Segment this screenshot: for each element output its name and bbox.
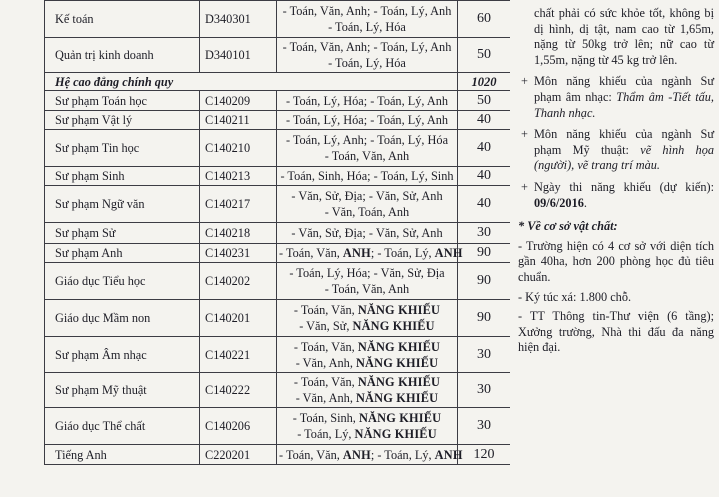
table-row xyxy=(45,408,511,445)
facility-item: - Ký túc xá: 1.800 chỗ. xyxy=(518,289,632,304)
subject-combinations xyxy=(277,130,458,167)
program-quota: 90 xyxy=(458,263,511,300)
table-row xyxy=(45,373,511,408)
program-code: C140213 xyxy=(200,167,277,186)
plus-mark: + xyxy=(521,179,528,194)
program-quota: 40 xyxy=(458,130,511,167)
table-row xyxy=(45,111,511,130)
program-code: C140201 xyxy=(200,300,277,337)
table-row xyxy=(45,186,511,223)
facility-item: - TT Thông tin-Thư viện (6 tầng); Xưởng trường, Nhà thi đấu đa năng hiện đại. xyxy=(518,309,714,355)
program-name: Quản trị kinh doanh xyxy=(45,38,200,73)
program-quota: 50 xyxy=(458,38,511,73)
table-subheader-row xyxy=(45,73,511,91)
subject-combinations xyxy=(277,373,458,408)
table-row xyxy=(45,263,511,300)
table-row xyxy=(45,300,511,337)
subject-combination-line: - Toán, Văn, NĂNG KHIẾU xyxy=(293,339,441,354)
program-code: C140231 xyxy=(200,244,277,263)
subject-combination-line: - Toán, Văn, Anh; - Toán, Lý, Anh xyxy=(282,4,452,18)
program-code: C140211 xyxy=(200,111,277,130)
program-quota: 30 xyxy=(458,223,511,244)
program-quota: 50 xyxy=(458,91,511,111)
subject-combination-line: - Toán, Lý, Hóa; - Toán, Lý, Anh xyxy=(285,93,449,108)
subject-combinations xyxy=(277,38,458,73)
program-name: Sư phạm Toán học xyxy=(45,91,200,111)
subject-combination-line: - Văn, Toán, Anh xyxy=(324,205,410,219)
subject-combinations xyxy=(277,244,463,263)
subject-combination-line: - Toán, Văn, ANH; - Toán, Lý, ANH xyxy=(279,447,463,462)
subject-combinations xyxy=(277,111,458,130)
program-code: C140222 xyxy=(200,373,277,408)
plus-mark: + xyxy=(521,127,528,142)
table-row xyxy=(45,223,511,244)
program-code: D340101 xyxy=(200,38,277,73)
subject-combinations xyxy=(277,167,458,186)
subject-combination-line: - Toán, Lý, Anh; - Toán, Lý, Hóa xyxy=(285,133,449,147)
subject-combinations xyxy=(277,91,458,111)
program-quota: 60 xyxy=(458,1,511,38)
subject-combinations xyxy=(277,300,458,337)
program-code: C140217 xyxy=(200,186,277,223)
program-name: Giáo dục Mầm non xyxy=(45,300,200,337)
subject-combination-line: - Toán, Lý, Hóa xyxy=(328,20,406,34)
program-code: C140221 xyxy=(200,337,277,373)
plus-mark: + xyxy=(521,74,528,89)
program-quota: 90 xyxy=(458,244,511,263)
exam-date-note: + Ngày thi năng khiếu (dự kiến): 09/6/2016. xyxy=(521,179,714,210)
subject-combination-line: - Toán, Văn, Anh xyxy=(324,149,410,163)
admission-table-body xyxy=(45,1,511,465)
subject-combinations xyxy=(277,337,458,373)
program-name: Sư phạm Vật lý xyxy=(45,111,200,130)
subject-combination-line: - Toán, Văn, Anh xyxy=(324,282,410,296)
program-name: Sư phạm Mỹ thuật xyxy=(45,373,200,408)
table-row xyxy=(45,244,511,263)
program-name: Sư phạm Tin học xyxy=(45,130,200,167)
program-name: Sư phạm Ngữ văn xyxy=(45,186,200,223)
program-quota: 30 xyxy=(458,373,511,408)
subject-combination-line: - Văn, Anh, NĂNG KHIẾU xyxy=(295,391,439,405)
program-quota: 30 xyxy=(458,408,511,445)
subject-combination-line: - Văn, Sử, Địa; - Văn, Sử, Anh xyxy=(291,226,443,240)
program-code: C220201 xyxy=(200,445,277,465)
subject-combination-line: - Toán, Lý, Hóa; - Toán, Lý, Anh xyxy=(285,113,449,127)
art-aptitude-note: + Môn năng khiếu của ngành Sư phạm Mỹ thuật: vẽ hình họa (người), vẽ trang trí màu. xyxy=(521,127,714,173)
subject-combinations xyxy=(277,223,458,244)
table-row xyxy=(45,130,511,167)
program-quota: 30 xyxy=(458,337,511,373)
subject-combinations xyxy=(277,445,463,465)
subject-combinations xyxy=(277,1,458,38)
program-name: Giáo dục Thể chất xyxy=(45,408,200,445)
subject-combination-line: - Toán, Lý, NĂNG KHIẾU xyxy=(297,427,437,441)
program-name: Sư phạm Sử xyxy=(45,223,200,244)
facilities-heading: * Về cơ sở vật chất: xyxy=(518,219,618,234)
subject-combination-line: - Văn, Anh, NĂNG KHIẾU xyxy=(295,355,439,370)
subject-combination-line: - Toán, Văn, NĂNG KHIẾU xyxy=(293,303,441,317)
subject-combinations xyxy=(277,263,458,300)
program-code: C140206 xyxy=(200,408,277,445)
subject-combination-line: - Toán, Văn, NĂNG KHIẾU xyxy=(293,375,441,389)
table-row xyxy=(45,91,511,111)
subject-combinations xyxy=(277,408,458,445)
notes-column xyxy=(512,0,714,356)
program-code: C140202 xyxy=(200,263,277,300)
program-quota: 40 xyxy=(458,167,511,186)
subject-combination-line: - Toán, Sinh, NĂNG KHIẾU xyxy=(292,411,442,425)
subject-combination-line: - Toán, Lý, Hóa; - Văn, Sử, Địa xyxy=(289,266,445,280)
program-name: Kế toán xyxy=(45,1,200,38)
program-quota: 40 xyxy=(458,186,511,223)
subject-combination-line: - Toán, Văn, Anh; - Toán, Lý, Anh xyxy=(282,40,452,54)
program-name: Sư phạm Âm nhạc xyxy=(45,337,200,373)
table-row xyxy=(45,38,511,73)
music-aptitude-note: + Môn năng khiếu của ngành Sư phạm âm nhạc: Thẩm âm -Tiết tấu, Thanh nhạc. xyxy=(521,74,714,120)
table-row xyxy=(45,445,511,465)
subheader-label: Hệ cao đẳng chính quy xyxy=(45,73,458,91)
table-row xyxy=(45,1,511,38)
program-code: C140218 xyxy=(200,223,277,244)
admission-table xyxy=(44,0,510,465)
program-name: Sư phạm Anh xyxy=(45,244,200,263)
table-row xyxy=(45,337,511,373)
subheader-quota: 1020 xyxy=(458,73,511,91)
program-name: Giáo dục Tiểu học xyxy=(45,263,200,300)
program-name: Tiếng Anh xyxy=(45,445,200,465)
subject-combination-line: - Văn, Sử, Địa; - Văn, Sử, Anh xyxy=(291,189,443,203)
admission-table-container xyxy=(44,0,510,497)
subject-combination-line: - Toán, Văn, ANH; - Toán, Lý, ANH xyxy=(279,246,463,260)
program-code: D340301 xyxy=(200,1,277,38)
program-quota: 90 xyxy=(458,300,511,337)
program-quota: 40 xyxy=(458,111,511,130)
program-quota: 120 xyxy=(458,445,511,465)
table-row xyxy=(45,167,511,186)
subject-combination-line: - Toán, Sinh, Hóa; - Toán, Lý, Sinh xyxy=(280,169,454,183)
subject-combination-line: - Toán, Lý, Hóa xyxy=(328,56,406,70)
program-code: C140209 xyxy=(200,91,277,111)
facility-item: - Trường hiện có 4 cơ sở với diện tích gần 40ha, hơn 200 phòng học đủ tiêu chuẩn. xyxy=(518,238,714,284)
program-code: C140210 xyxy=(200,130,277,167)
subject-combinations xyxy=(277,186,458,223)
subject-combination-line: - Văn, Sử, NĂNG KHIẾU xyxy=(299,319,435,333)
health-requirement-text: chất phải có sức khỏe tốt, không bị dị hình, dị tật, nam cao từ 1,65m, nặng từ 50kg trở lên; nữ cao từ 1,55m, nặng từ 45 kg trở lên. xyxy=(534,6,714,67)
program-name: Sư phạm Sinh xyxy=(45,167,200,186)
